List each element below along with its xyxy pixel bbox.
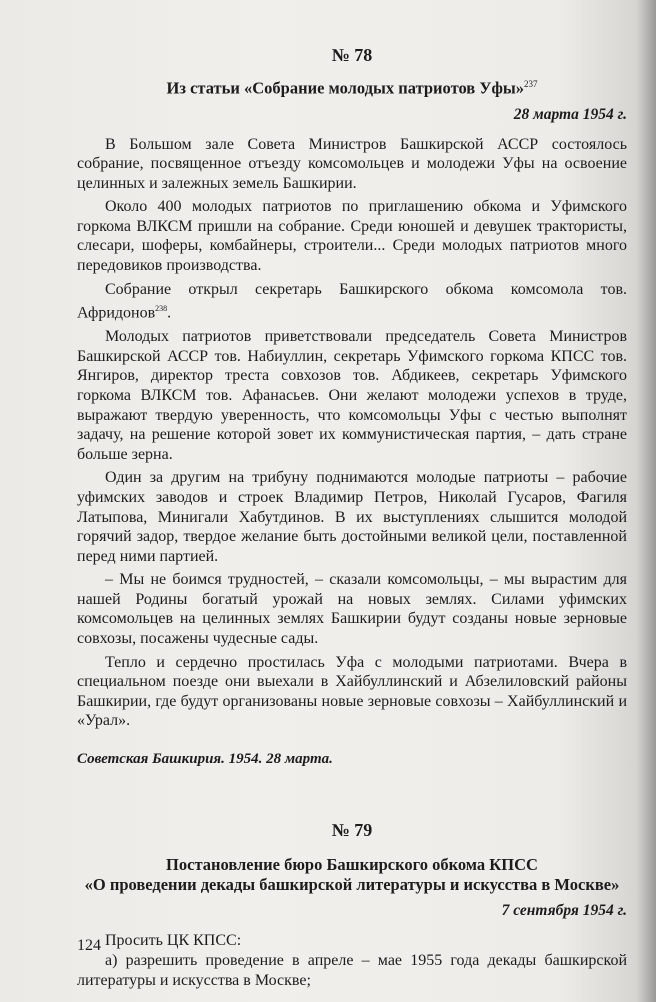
document-title-line-2: «О проведении декады башкирской литературы и искусства в Москве» — [84, 875, 620, 895]
document-number: № 79 — [331, 820, 373, 841]
footnote-ref: 237 — [524, 79, 538, 89]
paragraph: Около 400 молодых патриотов по приглашению обкома и Уфимского горкома ВЛКСМ пришли на собрание. Среди юношей и девушек трактористы, слесари, шоферы, комбайнеры, строители... Среди молодых патриотов много передовиков производства. — [77, 198, 627, 275]
paragraph: В Большом зале Совета Министров Башкирской АССР состоялось собрание, посвященное отъезду комсомольцев и молодежи Уфы на освоение целинных и залежных земель Башкирии. — [77, 135, 627, 192]
paragraph-text: Собрание открыл секретарь Башкирского обкома комсомола тов. Афридонов — [77, 280, 627, 322]
document-78 — [77, 44, 627, 769]
resolution-intro: Просить ЦК КПСС: — [105, 932, 242, 950]
document-date: 7 сентября 1954 г. — [501, 902, 627, 920]
document-date: 28 марта 1954 г. — [513, 105, 627, 123]
paragraph — [77, 280, 627, 324]
document-title-text: Из статьи «Собрание молодых патриотов Уфы» — [166, 78, 525, 98]
paragraph-end: . — [167, 304, 172, 322]
document-number: № 78 — [331, 45, 373, 65]
paragraph: Молодых патриотов приветствовали председатель Совета Министров Башкирской АССР тов. Набиуллин, секретарь Уфимского горкома КПСС тов. Янгиров, директор треста совхозов тов. Абдикеев, секретарь Уфимского горкома ВЛКСМ тов. Афанасьев. Они желают молодежи успехов в труде, выражают твердую уверенность, что комсомольцы Уфы с честью выполнят задачу, на решение которой зовет их коммунистическая партия, – дать стране больше зерна. — [77, 328, 627, 463]
document-79 — [77, 819, 627, 991]
paragraph: Один за другим на трибуну поднимаются молодые патриоты – рабочие уфимских заводов и строек Владимир Петров, Николай Гусаров, Фагиля Латыпова, Минигали Хабутдинов. В их выступлениях слышится молодой горячий задор, твердое желание быть достойными великой цели, поставленной перед ними партией. — [77, 469, 627, 565]
footnote-ref: 238 — [155, 304, 168, 314]
source-citation: Советская Башкирия. 1954. 28 марта. — [77, 751, 333, 768]
document-title — [77, 74, 627, 99]
paragraph: Тепло и сердечно простилась Уфа с молодыми патриотами. Вчера в специальном поезде они выехали в Хайбуллинский и Абзелиловский районы Башкирии, где будут организованы новые зерновые совхозы – Хайбуллинский и «Урал». — [77, 653, 627, 730]
document-title-line-1: Постановление бюро Башкирского обкома КПСС — [166, 855, 538, 875]
resolution-item-a: а) разрешить проведение в апреле – мае 1955 года декады башкирской литературы и искусства в Москве; — [77, 952, 627, 990]
page-number: 124 — [77, 937, 101, 954]
paragraph: – Мы не боимся трудностей, – сказали комсомольцы, – мы вырастим для нашей Родины богатый урожай на новых землях. Силами уфимских комсомольцев на целинных землях Башкирии будут созданы новые зерновые совхозы, посажены чудесные сады. — [77, 571, 627, 648]
page-content — [77, 44, 627, 991]
